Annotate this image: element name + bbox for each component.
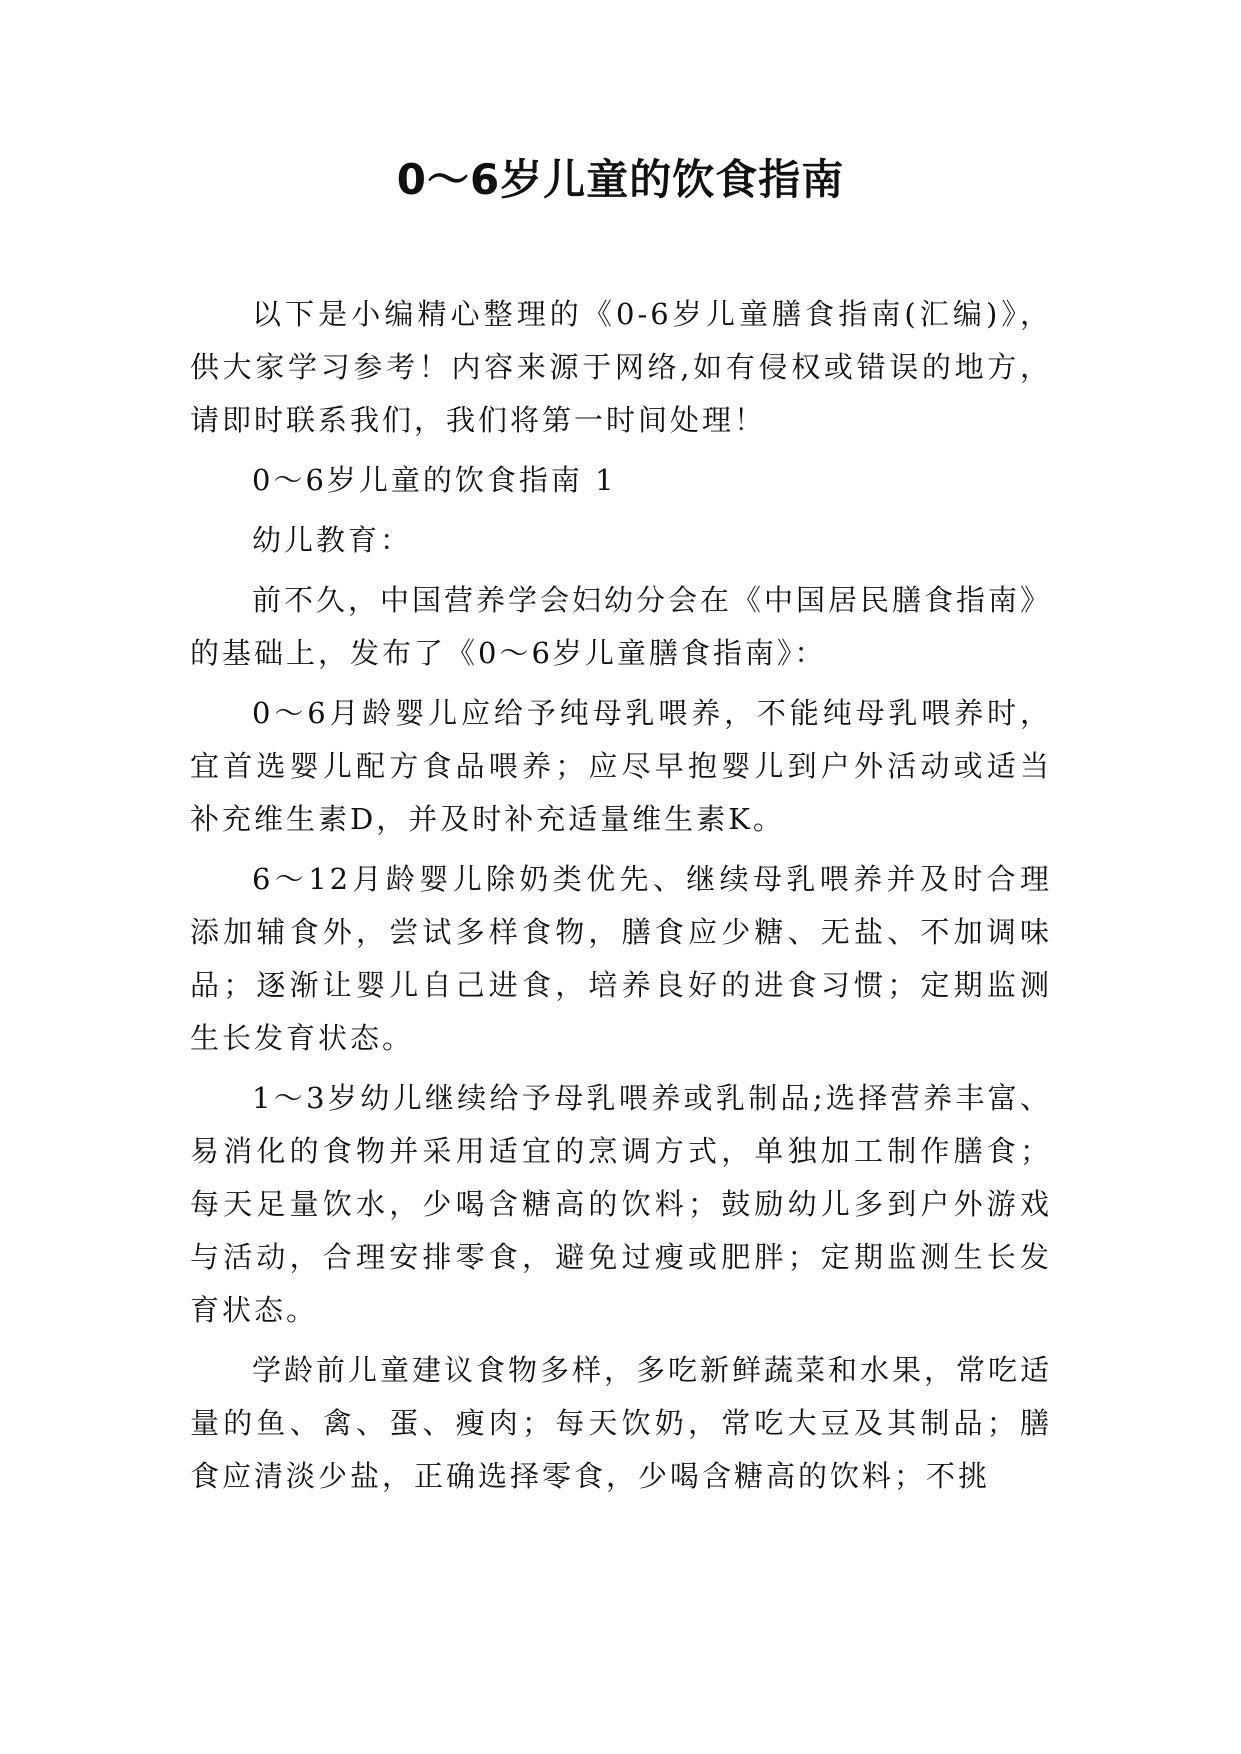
document-title: 0～6岁儿童的饮食指南	[396, 155, 845, 204]
paragraph: 学龄前儿童建议食物多样，多吃新鲜蔬菜和水果，常吃适量的鱼、禽、蛋、瘦肉；每天饮奶，常吃大豆及其制品；膳食应清淡少盐，正确选择零食，少喝含糖高的饮料；不挑	[190, 1353, 1053, 1493]
paragraph: 0～6月龄婴儿应给予纯母乳喂养，不能纯母乳喂养时，宜首选婴儿配方食品喂养；应尽早抱婴儿到户外活动或适当补充维生素D，并及时补充适量维生素K。	[190, 696, 1052, 836]
paragraph: 6～12月龄婴儿除奶类优先、继续母乳喂养并及时合理添加辅食外，尝试多样食物，膳食应少糖、无盐、不加调味品；逐渐让婴儿自己进食，培养良好的进食习惯；定期监测生长发育状态。	[190, 862, 1052, 1055]
document-body	[190, 288, 1052, 1510]
section-heading: 0～6岁儿童的饮食指南 1	[252, 463, 617, 497]
paragraph: 前不久，中国营养学会妇幼分会在《中国居民膳食指南》的基础上，发布了《0～6岁儿童膳食指南》：	[190, 583, 1053, 670]
paragraph: 1～3岁幼儿继续给予母乳喂养或乳制品;选择营养丰富、易消化的食物并采用适宜的烹调方式，单独加工制作膳食；每天足量饮水，少喝含糖高的饮料；鼓励幼儿多到户外游戏与活动，合理安排零食，避免过瘦或肥胖；定期监测生长发育状态。	[190, 1081, 1052, 1327]
intro-paragraph: 以下是小编精心整理的《0-6岁儿童膳食指南(汇编)》，供大家学习参考！内容来源于网络,如有侵权或错误的地方，请即时联系我们，我们将第一时间处理！	[190, 297, 1052, 437]
category-label: 幼儿教育：	[252, 523, 413, 557]
